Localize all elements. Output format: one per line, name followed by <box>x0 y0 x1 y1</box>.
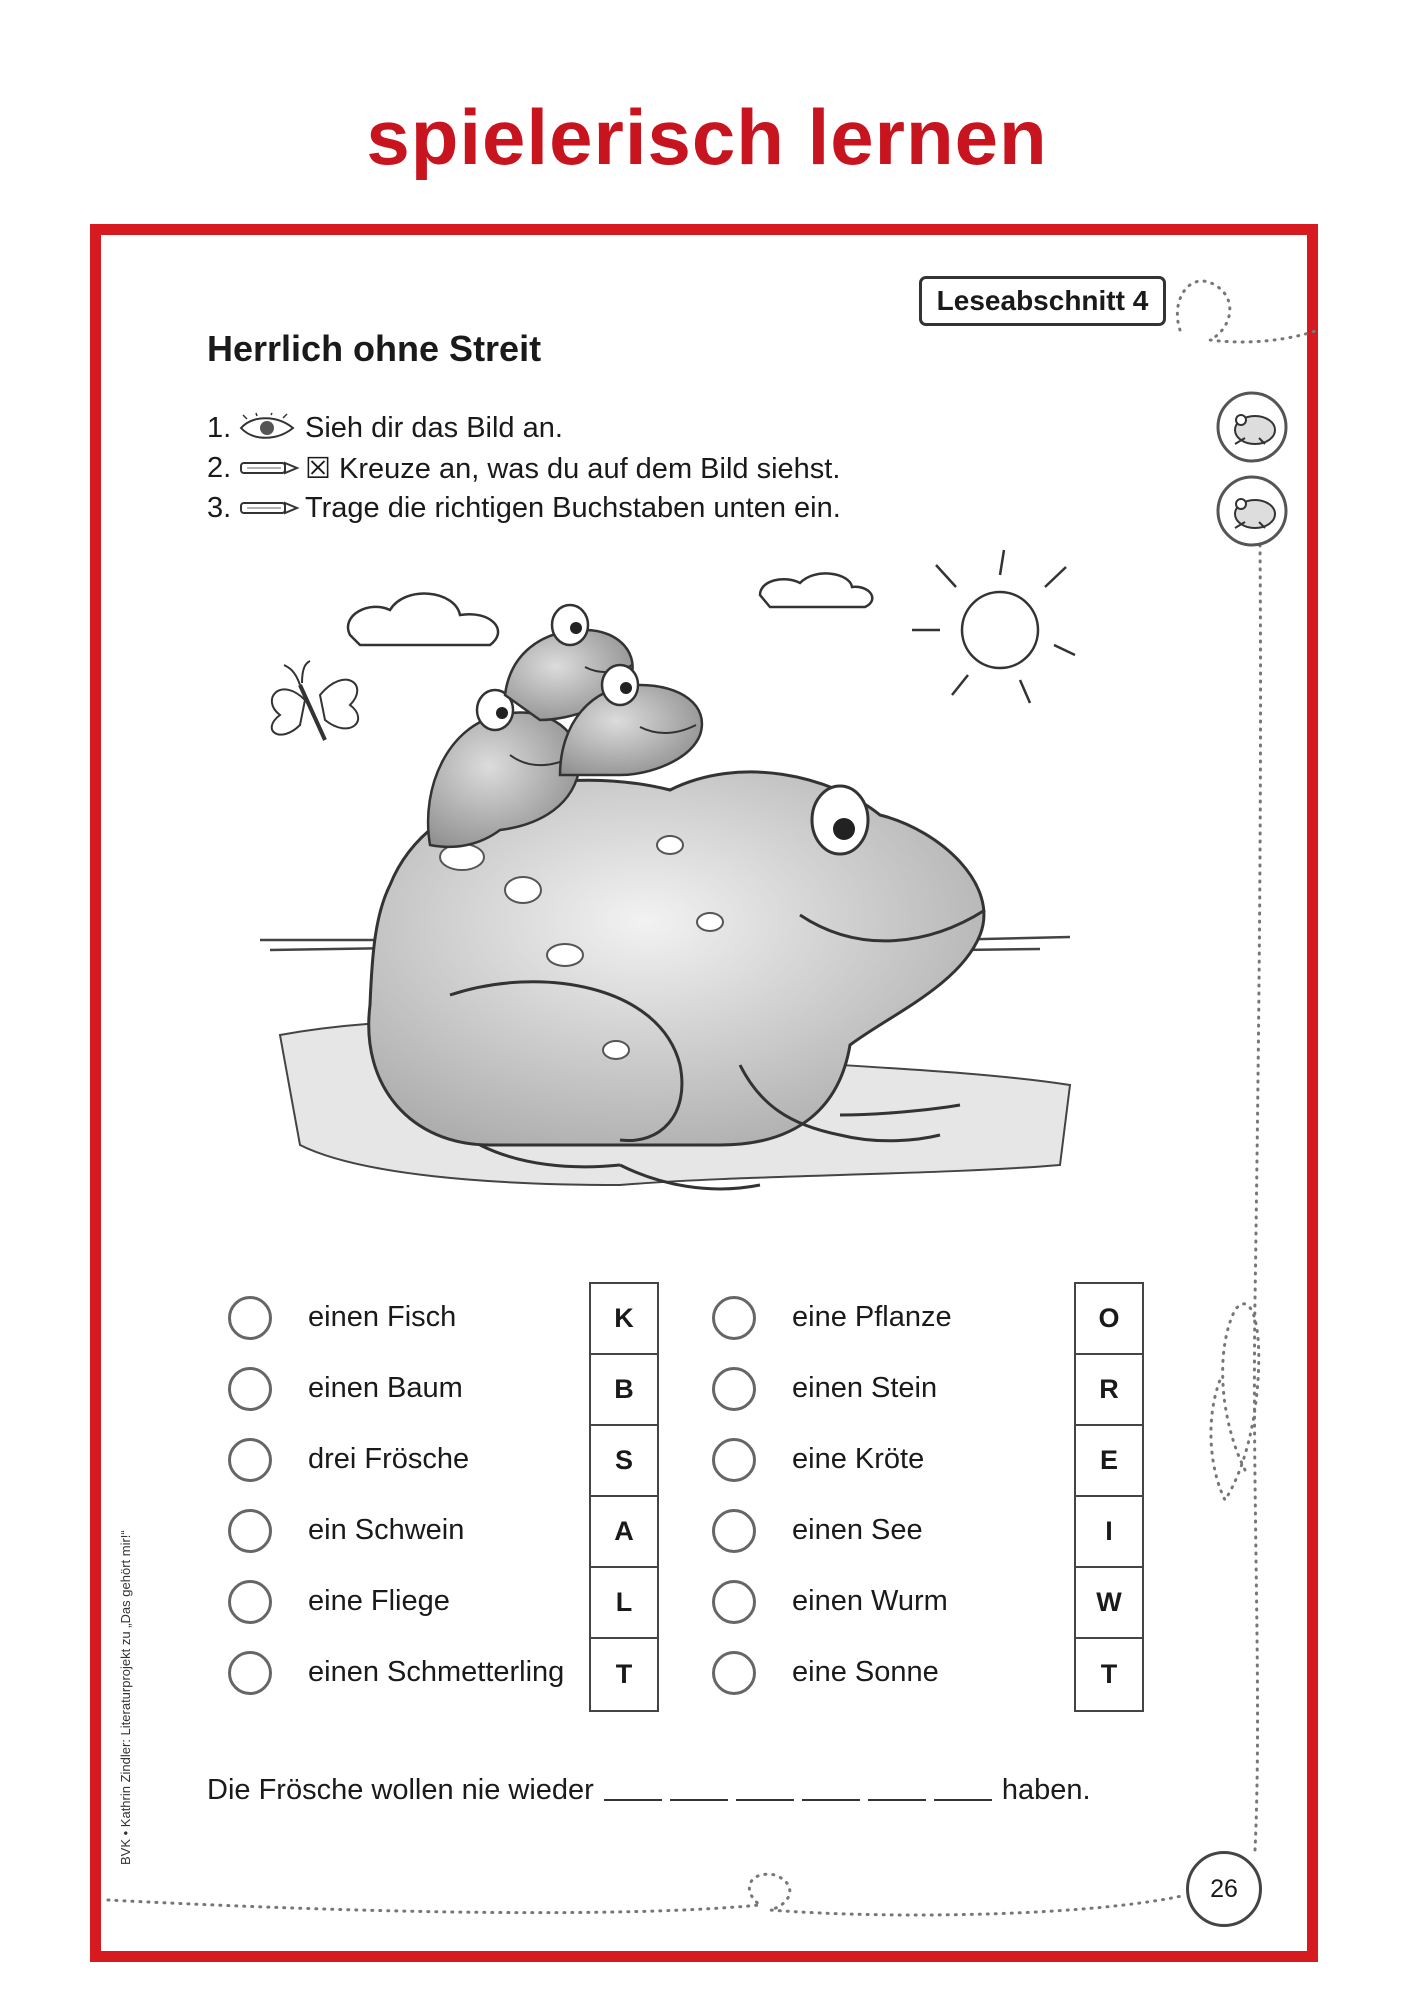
checkbox-circle[interactable] <box>228 1296 272 1340</box>
credit-line: BVK • Kathrin Zindler: Literaturprojekt zu „Das gehört mir!“ <box>118 1530 133 1865</box>
option-row[interactable] <box>228 1282 588 1353</box>
checkbox-circle[interactable] <box>712 1296 756 1340</box>
letter-cell: B <box>591 1355 657 1426</box>
sun <box>912 550 1075 703</box>
pencil-icon <box>237 453 301 483</box>
sentence-end: haben. <box>1001 1773 1091 1806</box>
butterfly <box>272 661 358 740</box>
option-label: einen Stein <box>792 1372 938 1404</box>
instruction-text: ☒ Kreuze an, was du auf dem Bild siehst. <box>305 452 841 485</box>
sentence-start: Die Frösche wollen nie wieder <box>207 1773 594 1806</box>
checkbox-circle[interactable] <box>712 1509 756 1553</box>
checkbox-circle[interactable] <box>712 1580 756 1624</box>
banner-title: spielerisch lernen <box>366 93 1048 181</box>
answer-sentence <box>207 1771 1091 1809</box>
option-label: einen See <box>792 1514 923 1546</box>
frog-illustration <box>240 545 1100 1235</box>
option-row[interactable] <box>712 1282 1072 1353</box>
option-label: eine Kröte <box>792 1443 925 1475</box>
worksheet-title: Herrlich ohne Streit <box>207 328 542 369</box>
letter-cell: L <box>591 1568 657 1639</box>
letter-cell: T <box>615 1659 633 1689</box>
eye-icon <box>237 413 301 443</box>
option-row[interactable] <box>712 1637 1072 1708</box>
option-row[interactable] <box>228 1353 588 1424</box>
option-row[interactable] <box>712 1353 1072 1424</box>
letter-cell: W <box>1076 1568 1142 1639</box>
cloud <box>348 594 498 645</box>
letter-cell: S <box>591 1426 657 1497</box>
letter-cell: A <box>591 1497 657 1568</box>
option-label: ein Schwein <box>308 1514 465 1546</box>
option-row[interactable] <box>712 1424 1072 1495</box>
instruction-1 <box>207 410 563 446</box>
letter-column-left <box>589 1282 659 1712</box>
section-label: Leseabschnitt 4 <box>919 276 1166 326</box>
instruction-3 <box>207 490 841 526</box>
instruction-number: 1. <box>207 411 232 444</box>
instruction-number: 2. <box>207 451 232 484</box>
option-label: einen Fisch <box>308 1301 457 1333</box>
checkbox-circle[interactable] <box>228 1651 272 1695</box>
option-row[interactable] <box>228 1566 588 1637</box>
checkbox-circle[interactable] <box>228 1438 272 1482</box>
frog-badge-icon <box>1215 390 1289 464</box>
option-label: eine Pflanze <box>792 1301 952 1333</box>
options-right <box>712 1282 1072 1708</box>
checkbox-circle[interactable] <box>228 1580 272 1624</box>
frog-badge-icon <box>1215 474 1289 548</box>
checkbox-circle[interactable] <box>228 1367 272 1411</box>
instruction-2 <box>207 450 840 486</box>
instruction-text: Sieh dir das Bild an. <box>305 411 563 444</box>
checkbox-circle[interactable] <box>712 1367 756 1411</box>
checkbox-circle[interactable] <box>712 1438 756 1482</box>
cloud <box>760 573 872 607</box>
instruction-number: 3. <box>207 491 232 524</box>
option-row[interactable] <box>228 1637 588 1708</box>
options-left <box>228 1282 588 1708</box>
letter-cell: I <box>1076 1497 1142 1568</box>
letter-cell: E <box>1076 1426 1142 1497</box>
page-number: 26 <box>1186 1851 1262 1927</box>
letter-cell: R <box>1076 1355 1142 1426</box>
option-row[interactable] <box>712 1495 1072 1566</box>
pencil-icon <box>237 493 301 523</box>
answer-blanks[interactable] <box>600 1771 996 1809</box>
option-label: drei Frösche <box>308 1443 470 1475</box>
option-row[interactable] <box>228 1424 588 1495</box>
letter-cell: T <box>1100 1659 1118 1689</box>
option-label: einen Wurm <box>792 1585 948 1617</box>
option-label: einen Schmetterling <box>308 1656 565 1688</box>
instruction-text: Trage die richtigen Buchstaben unten ein. <box>305 491 841 524</box>
option-row[interactable] <box>228 1495 588 1566</box>
option-label: einen Baum <box>308 1372 463 1404</box>
checkbox-circle[interactable] <box>712 1651 756 1695</box>
letter-column-right <box>1074 1282 1144 1712</box>
option-label: eine Sonne <box>792 1656 939 1688</box>
option-label: eine Fliege <box>308 1585 450 1617</box>
letter-cell: O <box>1076 1284 1142 1355</box>
option-row[interactable] <box>712 1566 1072 1637</box>
checkbox-circle[interactable] <box>228 1509 272 1553</box>
letter-cell: K <box>591 1284 657 1355</box>
